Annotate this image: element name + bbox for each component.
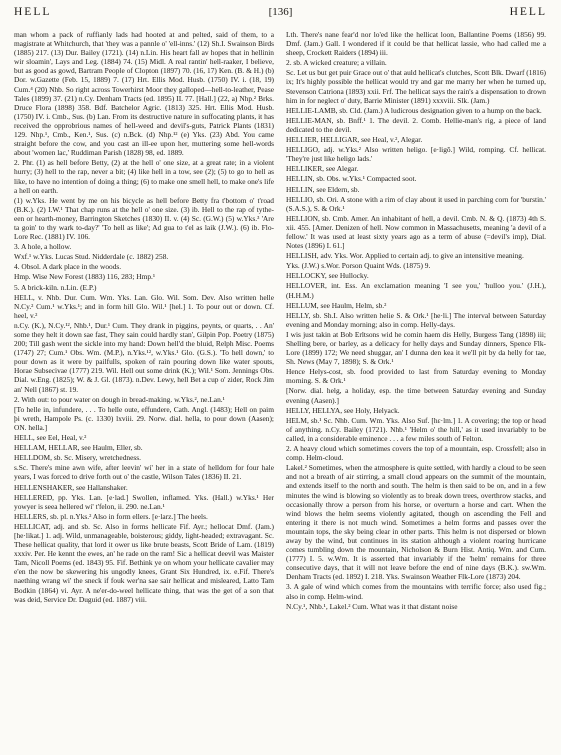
entry-paragraph: Lth. There's nane fear'd nor lo'ed like the hellicat loon, Ballantine Poems (1856) 99. Dmf. (Jam.) Gall. I wondered if it could be that hellicat lassie, who had called me a sheep, Crockett Raiders (1894) iii. bbox=[286, 30, 546, 58]
entry-paragraph: HELLISH, adv. Yks. Wor. Applied to certain adj. to give an intensitive meaning. bbox=[286, 251, 524, 261]
entry-paragraph: HELLIGO, adj. w.Yks.² Also written heligo. [e·ligō.] Wild, romping. Cf. hellicat. 'They're just like heligo lads.' bbox=[286, 145, 546, 164]
left-column bbox=[14, 30, 274, 750]
entry-paragraph: Yks. (J.W.) s.Wor. Porson Quaint Wds. (1875) 9. bbox=[286, 261, 431, 271]
entry-paragraph: HELLOVER, int. Ess. An exclamation meaning 'I see you,' 'hulloo you.' (J.H.), (H.H.M.) bbox=[286, 281, 546, 300]
entry-paragraph: Hence Helys-cost, sb. food provided to last from Saturday evening to Monday morning. S. & Ork.¹ bbox=[286, 367, 546, 386]
entry-paragraph: I wis just takin at Bob Erltsons wid he comin haem dis Helly, Burgess Tang (1898) iii; Shelling bere, or barley, as a delicacy for helly days and Sunday dinners, Spence Flk-Lore (1899) 172; We need shuggar, an' I dunna den kea it we'll pit by da helly for tae, Sh. News (May 7, 1898); S. & Ork.¹ bbox=[286, 329, 546, 367]
entry-paragraph: HELLERS, sb. pl. n.Yks.² Also in form ellers. [e·larz.] The heels. bbox=[14, 511, 208, 521]
entry-paragraph: Hmp. Wise New Forest (1883) 116, 283; Hmp.¹ bbox=[14, 272, 156, 282]
entry-paragraph: 2. Phr. (1) as hell before Betty, (2) at the hell o' one size, at a great rate; in a violent hurry; (3) hell to the rap, never a bit; (4) like hell in a tow, see (2); (5) to go to hell as like, to have no intention of doing a thing; (6) to make one smell hell, to make one's life a hell on earth. bbox=[14, 158, 274, 195]
entry-paragraph: HELL, see Eel, Heal, v.² bbox=[14, 433, 87, 443]
entry-paragraph: HELLDOM, sb. Sc. Misery, wretchedness. bbox=[14, 453, 141, 463]
entry-paragraph: HELLAM, HELLAR, see Haulm, Eller, sb. bbox=[14, 443, 143, 453]
entry-paragraph: HELM, sb.¹ Sc. Nhb. Cum. Wm. Yks. Also Suf. [hε·lm.] 1. A covering; the top or head of anything. n.Cy. Bailey (1721). Nhb.¹ 'Helm o' the hill,' as it used invariably to be called, in a considerable eminence . . . a few miles south of Felton. bbox=[286, 415, 546, 443]
running-header bbox=[14, 6, 547, 26]
entry-paragraph: HELLENSHAKER, see Hallanshaker. bbox=[14, 482, 128, 492]
entry-paragraph: HELLIKER, see Alegar. bbox=[286, 164, 359, 174]
entry-paragraph: n.Cy. (K.), N.Cy.¹², Nhb.¹, Dur.¹ Cum. They drank in piggins, peynts, or quarts, . . An' some they helt it down sae fast, They sain could hardly stan', Gilpin Pop. Poetry (1875) 200; Till gash went the sickle into my hand: Down hell'd the bluid, Relph Misc. Poems (1747) 27; Cum.¹ Obs. Wm. (M.P.), n.Yks.¹², w.Yks.¹ Glo. (G.S.). 'To hell down,' to pour down as it were by pailfulls, spoken of rain pouring down like water spouts, Horae Subsecivae (1777) 219. Wil. Hell out some drink (K.); Wil.¹ Som. Jennings Obs. Dial. w.Eng. (1825); W. & J. Gl. (1873). n.Dev. Lewy, hell Bet a cup o' zider, Rock Jim an' Nell (1867) st. 19. bbox=[14, 320, 274, 394]
entry-paragraph: HELL, v. Nhb. Dur. Cum. Wm. Yks. Lan. Glo. Wil. Som. Dev. Also written helle N.Cy.² Cum.¹ w.Yks.¹; and in form hill Glo. Wil.¹ [hel.] 1. To pour out or down. Cf. heel, v.² bbox=[14, 292, 274, 320]
header-left-headword: HELL bbox=[14, 6, 52, 18]
entry-paragraph: [Norw. dial. helg, a holiday, esp. the time between Saturday evening and Sunday evening (Aasen).] bbox=[286, 386, 546, 405]
entry-paragraph: s.Sc. There's mine awn wife, after leevin' wi' her in a state of helldom for four hale years, I was forced to drive forth out o' the castle, Wilson Tales (1836) II. 21. bbox=[14, 463, 274, 482]
entry-paragraph: HELLIN, see Eldern, sb. bbox=[286, 184, 360, 194]
entry-paragraph: HELLERED, pp. Yks. Lan. [e·lad.] Swollen, inflamed. Yks. (Hall.) w.Yks.¹ Her yowyer is seea hellered wi' t'felon, ii. 290. ne.Lan.¹ bbox=[14, 492, 274, 511]
entry-paragraph: N.Cy.¹, Nhb.¹, Lakel.² Cum. What was it that distant noise bbox=[286, 601, 458, 611]
entry-paragraph: HELLIER, HELLIGAR, see Heal, v.², Alegar. bbox=[286, 135, 423, 145]
entry-paragraph: 2. sb. A wicked creature; a villain. bbox=[286, 58, 387, 68]
entry-paragraph: 3. A hole, a hollow. bbox=[14, 242, 72, 252]
entry-paragraph: Sc. Let us but get puir Grace out o' that auld hellicat's clutches, Scott Blk. Dwarf (1816) ix; It's highly possible the hellicat would try and gar me marry her when he turned up, Stevenson Catriona (1893) xxii. Frf. The hellicat says the rain's a dispensation to drown him in for neglect o' duty, Barrie Minister (1891) xxxviii. Slk. (Jam.) bbox=[286, 68, 546, 105]
entry-paragraph: HELLY, sb. Sh.I. Also written helie S. & Ork.¹ [he·li.] The interval between Saturday evening and Monday morning; also in comp. Helly-days. bbox=[286, 310, 546, 329]
header-right-headword: HELL bbox=[509, 6, 547, 18]
entry-paragraph: HELLICAT, adj. and sb. Sc. Also in forms hellicate Fif. Ayr.; hellocat Dmf. (Jam.) [he·likat.] 1. adj. Wild, unmanageable, boisterous; giddy, light-headed; extravagant. Sc. These hellicat quality, that lord it ower us like brute beasts, Scott Bride of Lam. (1819) xxxiv. Per. He kennt the ewes, an' he rade on the ram! Sic a hellicat deevil was Maister Tam, Nicoll Poems (ed. 1843) 95. Fif. Bethink ye on whom your hellicate cavalier may e'en the now be skewering his ungodly knees, Grant Six Hundred, ix. e.Fif. There's naething wrang wi' the sneck if fouk wer'na sae sair hellicat and misleared, Latto Tam Bodkin (1864) vi. Ayr. A ne'er-do-weel hellicate thing, that was the get of a son that was deid, Service Dr. Duguid (ed. 1887) viii. bbox=[14, 521, 274, 604]
entry-paragraph: HELLIN, sb. Obs. w.Yks.¹ Compacted soot. bbox=[286, 174, 417, 184]
entry-paragraph: man whom a pack of ruffianly lads had hooted at and pelted, said of them, to a magistrate at Whitchurch, that 'they was a pannle o' 'ell-inns.' (12) Sh.I. Swainson Birds (1885) 217. (13) Dur. Bailey (1721). (14) n.Lin. His heart fall av hopes that in hellinin wir sloamin', Lays and Leg. (1884) 74. (15) Midl. A real rantin' hell-raaker, I believe, but as good as gowd, Bartram People of Clopton (1897) 70. (16, 17) Ken. (B. & H.) (b) Dor. w.Gazette (Feb. 15, 1889) 7. (17) Hrt. Ellis Mod. Husb. (1750) IV. i. (18, 19) Cum.⁴ (20) Nhb. So right across Towerhirst Moor they galloped—hell-to-leather, Pease Tales (1899) 37. (21) n.Cy. Denham Tracts (ed. 1895) II. 77. [Hall.] (22, a) Nhp.² Brks. Druce Flora (1898) 358. Bdf. Batchelor Agric. (1813) 325. Hrt. Ellis Mod. Husb. (1750) IV. i. Cmb., Sus. (b) Lan. From its destructive nature in suffocating plants, it has received the opprobrious names of hell-weed and devil's-guts, Patrick Plants (1831) 129. Nhp.¹, Cmb., Ken.¹, Sus. (c) n.Bck. (d) Nhp.¹² (e) Yks. (23) Abd. You came straight before the cow, and you cast an ill-ee upon her, muttering some hell-words about 'women lac,' Ruddiman Parish (1828) 98, ed. 1889. bbox=[14, 30, 274, 158]
entry-paragraph: HELLIO, sb. Ori. A stone with a rim of clay about it used in parching corn for 'burstin.' (S.A.S.), S. & Ork.¹ bbox=[286, 194, 546, 213]
entry-paragraph: 5. A brick-kiln. n.Lin. (E.P.) bbox=[14, 282, 97, 292]
entry-paragraph: 2. A heavy cloud which sometimes covers the top of a mountain, esp. Crossfell; also in comp. Helm-cloud. bbox=[286, 444, 546, 463]
entry-paragraph: 2. With out: to pour water on dough in bread-making. w.Yks.², ne.Lan.¹ bbox=[14, 394, 225, 404]
entry-paragraph: 3. A gale of wind which comes from the mountains with terrific force; also used fig.; also in comp. Helm-wind. bbox=[286, 582, 546, 601]
entry-paragraph: HELLUM, see Haulm, Helm, sb.² bbox=[286, 300, 387, 310]
entry-paragraph: HELLION, sb. Cmb. Amer. An inhabitant of hell, a devil. Cmb. N. & Q. (1873) 4th S. xii. 455. [Amer. Denizen of hell. Now common in Massachusetts, meaning 'a devil of a fellow.' It was used at least sixty years ago as a term of abuse (=devil's imp), Dial. Notes (1896) I. 61.] bbox=[286, 213, 546, 251]
entry-paragraph: HELLIE-LAMB, sb. Cld. (Jam.) A ludicrous designation given to a hump on the back. bbox=[286, 105, 542, 115]
entry-paragraph: HELLOCKY, see Hullocky. bbox=[286, 271, 369, 281]
entry-paragraph: Wxf.¹ w.Yks. Lucas Stud. Nidderdale (c. 1882) 258. bbox=[14, 252, 169, 262]
entry-paragraph: Lakel.² Sometimes, when the atmosphere is quite settled, with hardly a cloud to be seen and not a breath of air stirring, a small cloud appears on the summit of the mountain, and extends itself to the north and south. The helm is then said to be on, and in a few minutes the wind is blowing so violently as to break down trees, overthrow stacks, and occasionally throw a person from his horse, or overturn a horse and cart. When the wind blows the helm seems violently agitated, though on ascending the Fell and entering it there is not much wind. Sometimes a helm forms and passes over the mountain tops, the sky being clear in other parts. This helm is not dispersed or blown away by the wind, but continues in its station although a violent roaring hurricane comes tumbling down the mountain, Nicholson & Burn Hist. Antiq. Wm. and Cum. (1777) I. 5. w.Wm. It is asserted that invariably if the 'helm' remains for three consecutive days, that it will not leave before the end of nine days (B.K.). sw.Wm. Denham Tracts (ed. 1892) I. 218. Yks. Swainson Weather Flk-Lore (1873) 204. bbox=[286, 463, 546, 582]
entry-paragraph: HELLY, HELLYA, see Holy, Helyack. bbox=[286, 405, 400, 415]
right-column bbox=[286, 30, 546, 750]
entry-paragraph: HELLIE-MAN, sb. Bnff.¹ 1. The devil. 2. Comb. Hellie-man's rig, a piece of land dedicated to the devil. bbox=[286, 115, 546, 134]
entry-paragraph: (1) w.Yks. He went by me on his bicycle as hell before Betty fra t'bottom o' t'road (B.K.). (2) I.W.¹ That chap runs at the hell o' one size. (3) ib. Hell to the rap of tythe-een or hearth-money, Barrington Sketches (1830) II. v. (4) Sc. (G.W.) (5) w.Yks.³ 'Are ta goin' to thy wark to-day?' 'To hell as like'; Ad gua to t'el as laik (J.W.). (6) ib. Flo-Lore Rec. (1881) IV. 106. bbox=[14, 195, 274, 242]
entry-paragraph: [To helle in, infundere, . . . To helle oute, effundere, Cath. Angl. (1483); Hell on paim þi wreth, Hampole Ps. (c. 1330) lxviii. 29. Norw. dial. hella, to pour down (Aasen); ON. hella.] bbox=[14, 404, 274, 432]
entry-paragraph: 4. Obsol. A dark place in the woods. bbox=[14, 262, 122, 272]
page-number: [136] bbox=[268, 6, 293, 18]
columns bbox=[14, 30, 547, 750]
